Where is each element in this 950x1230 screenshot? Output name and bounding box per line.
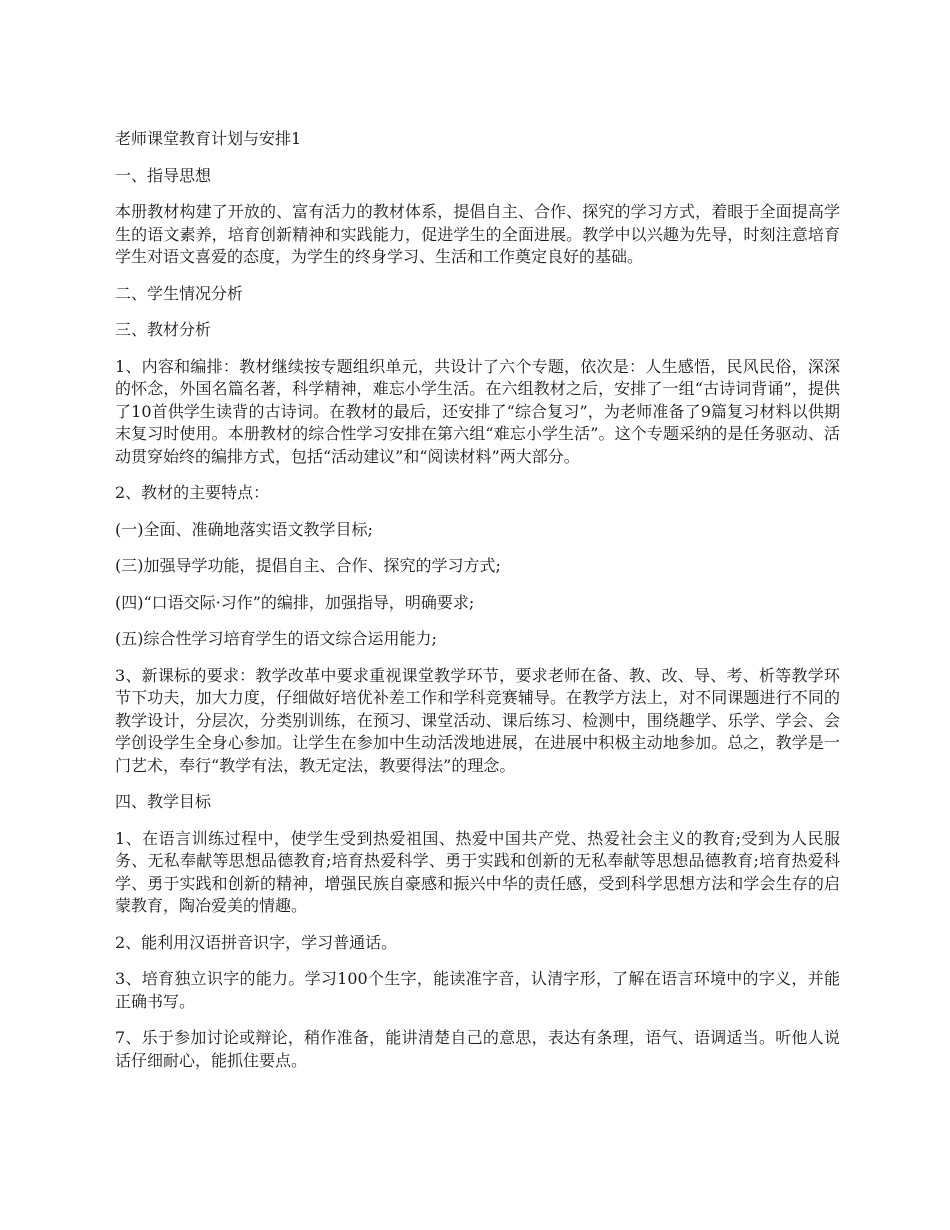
paragraph-new-curriculum: 3、新课标的要求：教学改革中要求重视课堂教学环节，要求老师在备、教、改、导、考、析等教学环节下功夫，加大力度，仔细做好培优补差工作和学科竞赛辅导。在教学方法上，对不同课题进行不同的教学设计，分层次，分类别训练，在预习、课堂活动、课后练习、检测中，围绕趣学、乐学、学会、会学创设学生全身心参加。让学生在参加中生动活泼地进展，在进展中积极主动地参加。总之，教学是一门艺术，奉行“教学有法，教无定法，教要得法”的理念。 bbox=[115, 665, 840, 775]
list-item-feature-3: (三)加强导学功能，提倡自主、合作、探究的学习方式; bbox=[115, 556, 501, 575]
paragraph-main-features: 2、教材的主要特点： bbox=[115, 483, 270, 502]
document-title: 老师课堂教育计划与安排1 bbox=[115, 129, 302, 148]
paragraph-guiding-ideology: 本册教材构建了开放的、富有活力的教材体系，提倡自主、合作、探究的学习方式，着眼于全面提高学生的语文素养，培育创新精神和实践能力，促进学生的全面进展。教学中以兴趣为先导，时刻注意培育学生对语文喜爱的态度，为学生的终身学习、生活和工作奠定良好的基础。 bbox=[115, 202, 840, 266]
heading-textbook-analysis: 三、教材分析 bbox=[115, 320, 212, 339]
paragraph-goal-1: 1、在语言训练过程中，使学生受到热爱祖国、热爱中国共产党、热爱社会主义的教育;受到为人民服务、无私奉献等思想品德教育;培育热爱科学、勇于实践和创新的无私奉献等思想品德教育;培育热爱科学、勇于实践和创新的精神，增强民族自豪感和振兴中华的责任感，受到科学思想方法和学会生存的启蒙教育，陶冶爱美的情趣。 bbox=[115, 828, 840, 915]
heading-student-analysis: 二、学生情况分析 bbox=[115, 283, 244, 303]
paragraph-goal-2: 2、能利用汉语拼音识字，学习普通话。 bbox=[115, 932, 398, 952]
paragraph-content-arrangement: 1、内容和编排：教材继续按专题组织单元，共设计了六个专题，依次是：人生感悟，民风民俗，深深的怀念，外国名篇名著，科学精神，难忘小学生活。在六组教材之后，安排了一组“古诗词背诵”，提供了10首供学生读背的古诗词。在教材的最后，还安排了“综合复习”，为老师准备了9篇复习材料以供期末复习时使用。本册教材的综合性学习安排在第六组“难忘小学生活”。这个专题采纳的是任务驱动、活动贯穿始终的编排方式，包括“活动建议”和“阅读材料”两大部分。 bbox=[115, 356, 840, 466]
paragraph-goal-7: 7、乐于参加讨论或辩论，稍作准备，能讲清楚自己的意思，表达有条理，语气、语调适当。听他人说话仔细耐心，能抓住要点。 bbox=[115, 1028, 840, 1070]
list-item-feature-5: (五)综合性学习培育学生的语文综合运用能力; bbox=[115, 629, 437, 648]
heading-guiding-ideology: 一、指导思想 bbox=[115, 165, 212, 185]
paragraph-goal-3: 3、培育独立识字的能力。学习100个生字，能读准字音，认清字形，了解在语言环境中的字义，并能正确书写。 bbox=[115, 969, 840, 1011]
list-item-feature-1: (一)全面、准确地落实语文教学目标; bbox=[115, 519, 373, 539]
list-item-feature-4: (四)“口语交际·习作”的编排，加强指导，明确要求; bbox=[115, 592, 475, 612]
heading-teaching-goals: 四、教学目标 bbox=[115, 792, 212, 811]
document-page bbox=[115, 128, 840, 1086]
